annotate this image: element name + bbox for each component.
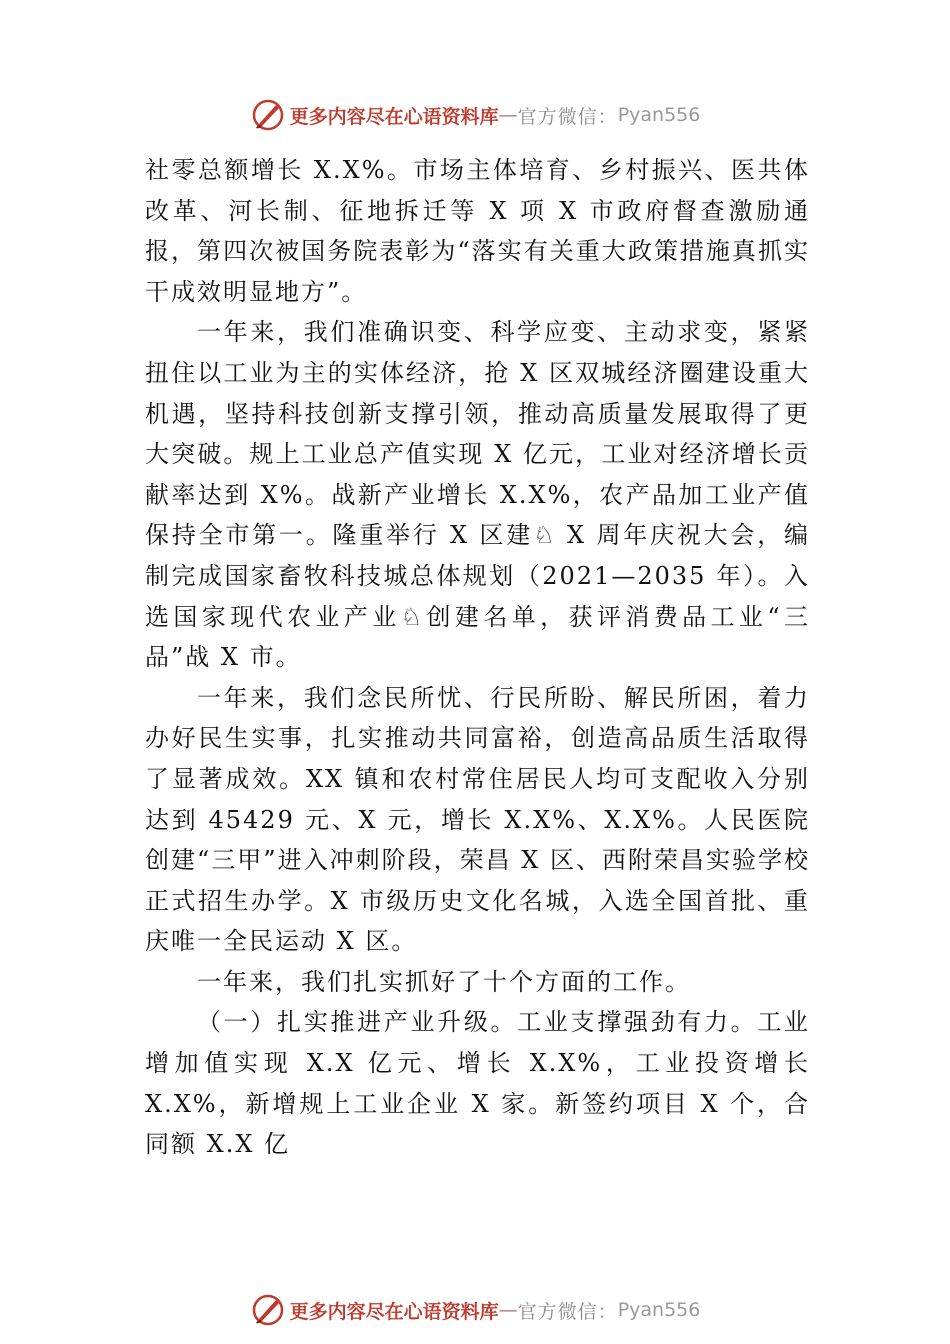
brush-logo-icon xyxy=(250,97,286,133)
brush-logo-icon xyxy=(250,1292,286,1328)
footer-watermark-banner xyxy=(0,1290,950,1330)
banner-dash: — xyxy=(498,1299,518,1321)
banner-wechat-id: Pyan556 xyxy=(617,1299,701,1321)
paragraph-3: 一年来，我们念民所忧、行民所盼、解民所困，着力办好民生实事，扎实推动共同富裕，创造高品质生活取得了显著成效。XX 镇和农村常住居民人均可支配收入分别达到 45429 元、X 元，增长 X.X%、X.X%。人民医院创建“三甲”进入冲刺阶段，荣昌 X 区、西附荣昌实验学校正式招生办学。X 市级历史文化名城，入选全国首批、重庆唯一全民运动 X 区。 xyxy=(145,683,810,956)
paragraph-1: 社零总额增长 X.X%。市场主体培育、乡村振兴、医共体改革、河长制、征地拆迁等 X 项 X 市政府督查激励通报，第四次被国务院表彰为“落实有关重大政策措施真抓实干成效明显地方”。 xyxy=(145,156,810,306)
banner-wechat-id: Pyan556 xyxy=(617,104,701,126)
paragraph-4: 一年来，我们扎实抓好了十个方面的工作。 xyxy=(197,967,691,996)
header-watermark-banner xyxy=(0,95,950,135)
banner-brand-text: 更多内容尽在心语资料库 xyxy=(289,105,499,128)
banner-dash: — xyxy=(498,104,518,126)
paragraph-2: 一年来，我们准确识变、科学应变、主动求变，紧紧扭住以工业为主的实体经济，抢 X 区双城经济圈建设重大机遇，坚持科技创新支撑引领，推动高质量发展取得了更大突破。规上工业总产值实现 X 亿元，工业对经济增长贡献率达到 X%。战新产业增长 X.X%，农产品加工业产值保持全市第一。隆重举行 X 区建♘ X 周年庆祝大会，编制完成国家畜牧科技城总体规划（2021—2035 年）。入选国家现代农业产业♘创建名单，获评消费品工业“三品”战 X 市。 xyxy=(145,318,810,672)
banner-brand-text: 更多内容尽在心语资料库 xyxy=(289,1300,499,1323)
banner-label: 官方微信： xyxy=(517,105,618,128)
banner-label: 官方微信： xyxy=(517,1300,618,1323)
document-body xyxy=(145,150,810,1165)
paragraph-5: （一）扎实推进产业升级。工业支撑强劲有力。工业增加值实现 X.X 亿元、增长 X.X%，工业投资增长 X.X%，新增规上工业企业 X 家。新签约项目 X 个，合同额 X.X 亿 xyxy=(145,1008,810,1159)
